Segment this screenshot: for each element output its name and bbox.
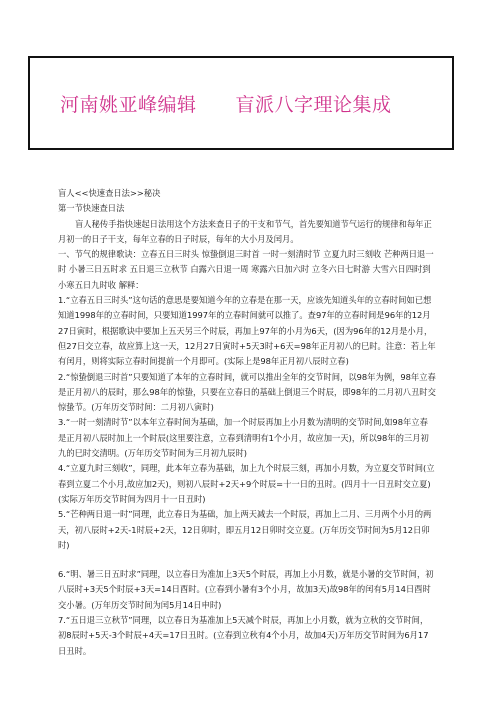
explanation-item-4: 4.“立夏九时三刻收”，同理，此本年立春为基础，加上九个时辰三刻，再加小月数，为立夏交节时间(立春到立夏二个小月,故应加2天)，则初八辰时+2天+9个时辰=十一日的丑时。(四月十一日丑时交立夏)(实际万年历交节时间为四月十一日丑时) xyxy=(58,463,435,504)
explanation-item-7: 7.“五日退三立秋节”同理，以立春日为基准加上5天减个时辰，再加上小月数，就为立秋的交节时间，初8辰时+5天-3个时辰+4天=17日丑时。(立春到立秋有4个小月，故加4天)万年历交节时间为6月17日丑时。 xyxy=(58,615,429,656)
section-title: 第一节快速查日法 xyxy=(58,203,125,214)
explanation-item-6: 6.“明、暑三日五时求”同理，以立春日为准加上3天5个时辰，再加上小月数，就是小暑的交节时间，初八辰时+3天5个时辰+3天=14日酉时。(立春到小暑有3个小月，故加3天)故98年的闰有5月14日酉时交小暑。(万年历交节时间为闰5月14日申时) xyxy=(58,569,434,610)
title-banner xyxy=(28,56,454,150)
breadcrumb: 盲人<<快速查日法>>秘决 xyxy=(58,188,161,198)
explanation-item-1: 1.“立春五日三时头”这句话的意思是要知道今年的立春是在那一天，应该先知道头年的立春时间如已想知道1998年的立春时间，只要知道1997年的立春时间就可以推了。查97年的立春时间是96年的12月27日寅时，根据歌诀中要加上五天另三个时辰，再加上97年的小月为6天，(因为96年的12月是小月，但27日交立春，故应算上这一天，12月27日寅时+5天3时+6天=98年正月初八的巳时。注意：若上年有闰月，则将实际立春时间提前一个月即可。(实际上是98年正月初八辰时立春) xyxy=(58,295,436,367)
explanation-item-2: 2.“惊蛰倒退三时首”只要知道了本年的立春时间，就可以推出全年的交节时间，以98年为例，98年立春是正月初八的辰时，那么98年的惊蛰，只要在立春日的基础上倒退三个时辰，即98年的二月初八丑时交惊蛰节。(万年历交节时间：二月初八寅时) xyxy=(58,371,436,413)
rhyme-paragraph: 一、节气的规律歌诀：立春五日三时头 惊蛰倒退三时首 一时一刻清时节 立夏九时三刻收 芒种两日退一时 小暑三日五时求 五日退三立秋节 白露六日退一周 寒露六日加六时 立冬六日七时游 大雪六日四时到 小寒五日九时收 解释： xyxy=(58,249,434,290)
explanation-item-5: 5.“芒种两日退一时”同理，此立春日为基础，加上两天减去一个时辰，再加上二月、三月两个小月的两天，初八辰时+2天-1时辰+2天，12日卯时，即五月12日卯时交立夏。(万年历交节时间为5月12日卯时) xyxy=(58,509,432,550)
intro-paragraph: 盲人秘传手指快速起日法用这个方法来查日子的干支和节气，首先要知道节气运行的规律和每年正月初一的日子干支，每年立春的日子时辰，每年的大小月及闰月。 xyxy=(58,218,432,244)
document-title: 河南姚亚峰编辑 盲派八字理论集成 xyxy=(60,94,392,116)
document-body xyxy=(58,186,436,659)
explanation-item-3: 3.“一时一刻清时节”以本年立春时间为基础，加一个时辰再加上小月数为清明的交节时间,如98年立春是正月初八辰时加上一个时辰(这里要注意，立春到清明有1个小月，故应加一天)，所以98年的三月初九的巳时交清明。(万年历交节时间为三月初九辰时) xyxy=(58,417,429,459)
